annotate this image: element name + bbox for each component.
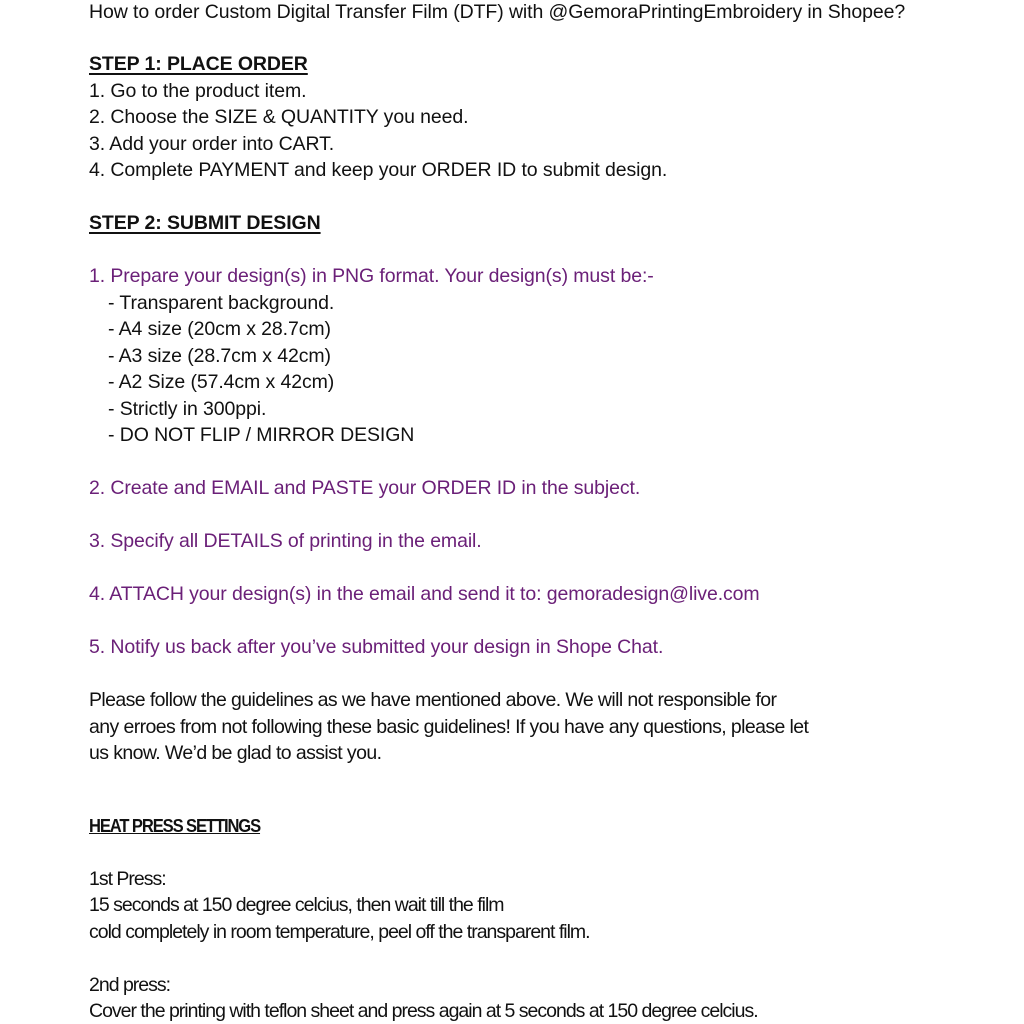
step2-item-prepare: 1. Prepare your design(s) in PNG format. Your design(s) must be:- — [89, 265, 654, 287]
first-press-line: 15 seconds at 150 degree celcius, then wait till the film — [89, 894, 504, 916]
heat-press-heading: HEAT PRESS SETTINGS — [89, 816, 261, 836]
step1-heading: STEP 1: PLACE ORDER — [89, 53, 308, 75]
step1-item: 3. Add your order into CART. — [89, 133, 335, 155]
notice-line: any erroes from not following these basic guidelines! If you have any questions, please let — [89, 716, 809, 738]
attach-instruction: 4. ATTACH your design(s) in the email and send it to: — [89, 583, 547, 605]
requirement-item: - A2 Size (57.4cm x 42cm) — [108, 371, 335, 393]
requirement-item: - Strictly in 300ppi. — [108, 398, 267, 420]
requirement-item: - A3 size (28.7cm x 42cm) — [108, 345, 331, 367]
step1-item: 2. Choose the SIZE & QUANTITY you need. — [89, 106, 469, 128]
requirement-item: - Transparent background. — [108, 292, 335, 314]
first-press-line: cold completely in room temperature, peel off the transparent film. — [89, 921, 590, 943]
notice-line: Please follow the guidelines as we have mentioned above. We will not responsible for — [89, 689, 777, 711]
step2-item-attach — [89, 582, 760, 606]
second-press-label: 2nd press: — [89, 974, 171, 996]
second-press-line: Cover the printing with teflon sheet and press again at 5 seconds at 150 degree celcius. — [89, 1000, 758, 1022]
notice-line: us know. We’d be glad to assist you. — [89, 742, 382, 764]
page-title: How to order Custom Digital Transfer Film (DTF) with @GemoraPrintingEmbroidery in Shopee? — [89, 1, 906, 23]
requirement-item: - DO NOT FLIP / MIRROR DESIGN — [108, 424, 415, 446]
step2-item-email: 2. Create and EMAIL and PASTE your ORDER ID in the subject. — [89, 477, 641, 499]
step2-item-details: 3. Specify all DETAILS of printing in the email. — [89, 530, 482, 552]
step1-item: 4. Complete PAYMENT and keep your ORDER ID to submit design. — [89, 159, 668, 181]
requirement-item: - A4 size (20cm x 28.7cm) — [108, 318, 331, 340]
step2-heading: STEP 2: SUBMIT DESIGN — [89, 212, 321, 234]
step1-item: 1. Go to the product item. — [89, 80, 307, 102]
first-press-label: 1st Press: — [89, 868, 166, 890]
email-link[interactable]: gemoradesign@live.com — [546, 583, 760, 605]
step2-item-notify: 5. Notify us back after you’ve submitted your design in Shope Chat. — [89, 636, 664, 658]
